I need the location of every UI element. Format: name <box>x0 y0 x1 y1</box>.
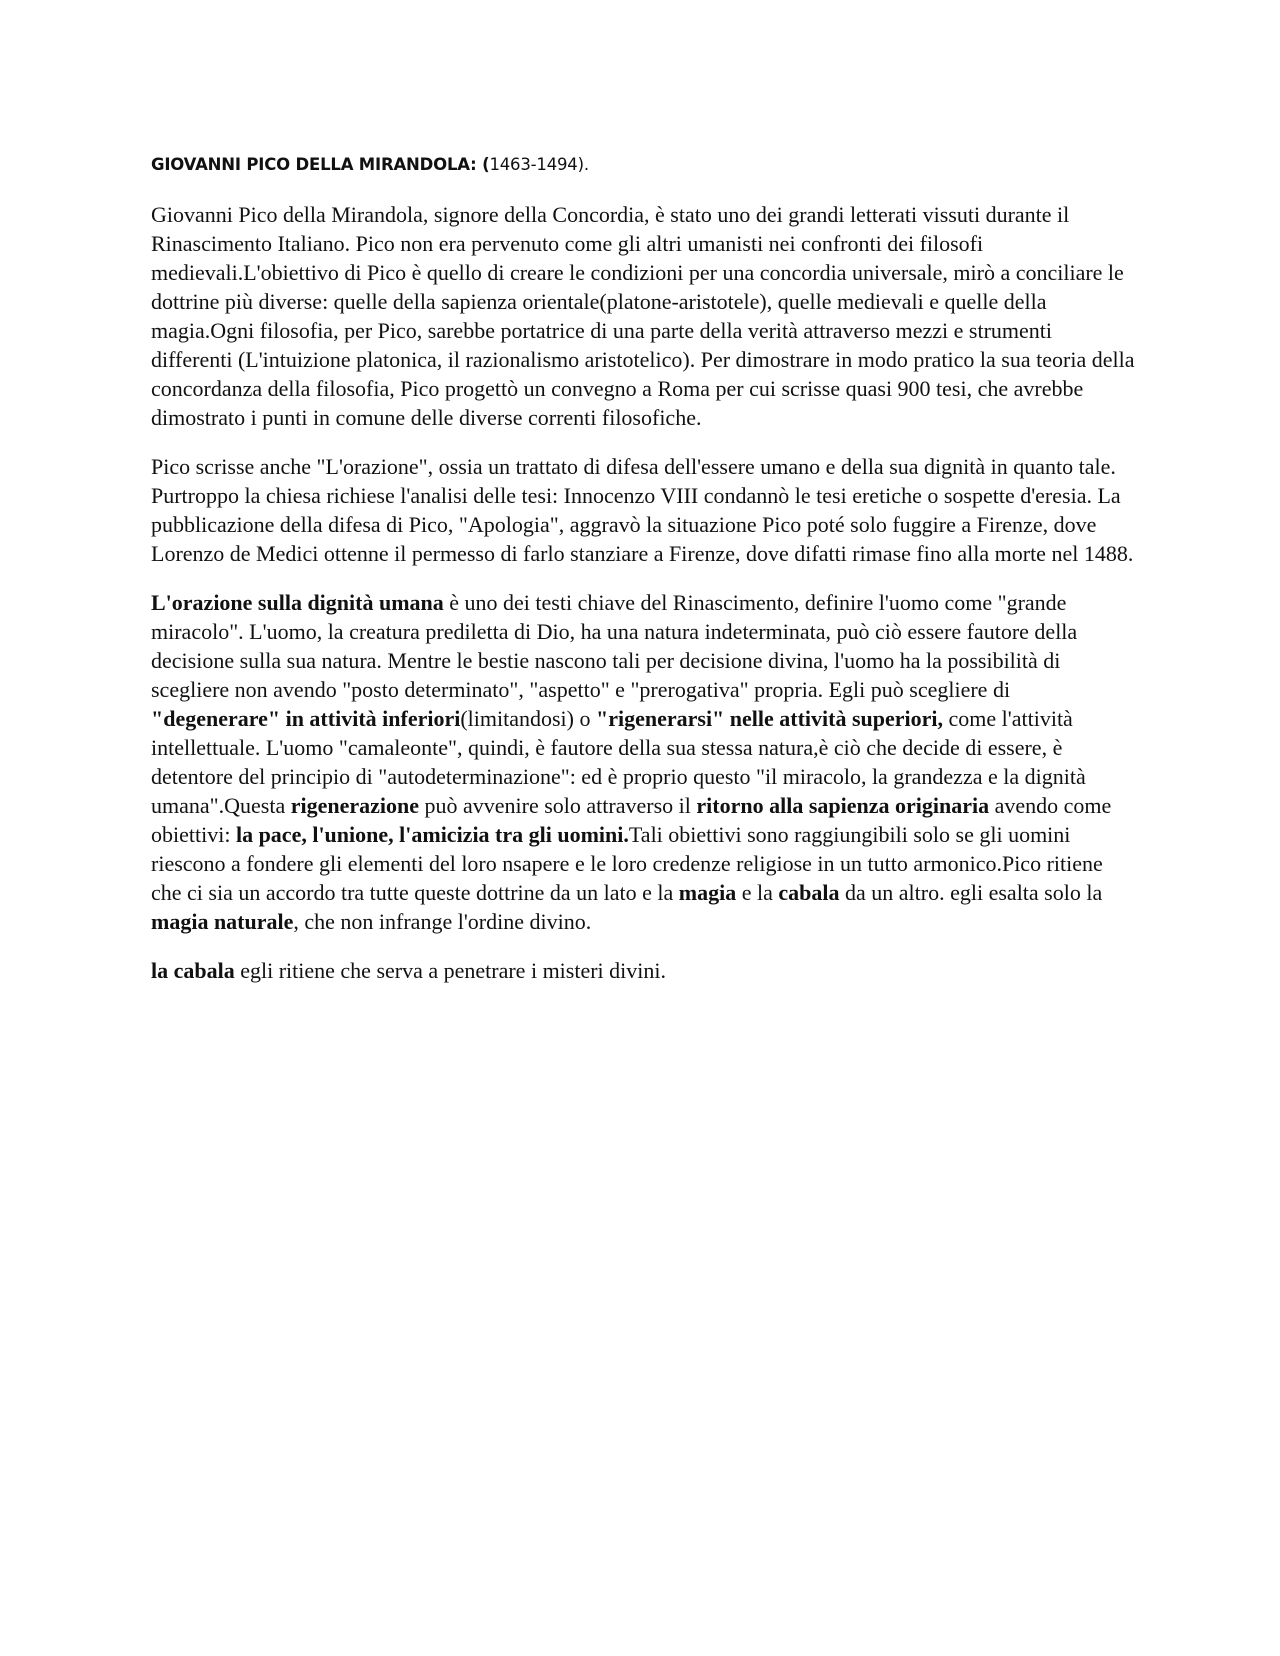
bold-text: ritorno alla sapienza originaria <box>696 793 990 818</box>
bold-text: magia <box>678 880 737 905</box>
text-run: Giovanni Pico della Mirandola, signore della Concordia, è stato uno dei grandi letterati vissuti durante il Rinascimento Italiano. Pico non era pervenuto come gli altri umanisti nei confronti dei filosofi medievali.L'obiettivo di Pico è quello di creare le condizioni per una concordia universale, mirò a conciliare le dottrine più diverse: quelle della sapienza orientale(platone-aristotele), quelle medievali e quelle della magia.Ogni filosofia, per Pico, sarebbe portatrice di una parte della verità attraverso mezzi e strumenti differenti (L'intuizione platonica, il razionalismo aristotelico). Per dimostrare in modo pratico la sua teoria della concordanza della filosofia, Pico progettò un convegno a Roma per cui scrisse quasi 900 tesi, che avrebbe dimostrato i punti in comune delle diverse correnti filosofiche. <box>151 202 1135 430</box>
text-run: può avvenire solo attraverso il <box>419 793 697 818</box>
bold-text: L'orazione sulla dignità umana <box>151 590 444 615</box>
bold-text: "rigenerarsi" nelle attività superiori, <box>596 706 944 731</box>
text-run: (limitandosi) o <box>460 706 596 731</box>
bold-text: "degenerare" in attività inferiori <box>151 706 461 731</box>
text-run: avendo come obiettivi: <box>151 793 1112 847</box>
title-dates: 1463-1494). <box>489 155 589 174</box>
paragraph-cabala <box>151 956 1136 985</box>
paragraphs <box>151 200 1136 985</box>
bold-text: magia naturale <box>151 909 294 934</box>
bold-text: cabala <box>778 880 840 905</box>
bold-text: la pace, l'unione, l'amicizia tra gli uomini. <box>235 822 629 847</box>
text-run: Pico scrisse anche "L'orazione", ossia un trattato di difesa dell'essere umano e della sua dignità in quanto tale. Purtroppo la chiesa richiese l'analisi delle tesi: Innocenzo VIII condannò le tesi eretiche o sospette d'eresia. La pubblicazione della difesa di Pico, "Apologia", aggravò la situazione Pico poté solo fuggire a Firenze, dove Lorenzo de Medici ottenne il permesso di farlo stanziare a Firenze, dove difatti rimase fino alla morte nel 1488. <box>151 454 1134 566</box>
text-run: , che non infrange l'ordine divino. <box>293 909 592 934</box>
document-body <box>151 150 1136 1005</box>
text-run: e la <box>736 880 779 905</box>
text-run: come l'attività intellettuale. L'uomo "camaleonte", quindi, è fautore della sua stessa natura,è ciò che decide di essere, è detentore del principio di "autodeterminazione": ed è proprio questo "il miracolo, la grandezza e la dignità umana".Questa <box>151 706 1086 818</box>
text-run: Tali obiettivi sono raggiungibili solo se gli uomini riescono a fondere gli elementi del loro nsapere e le loro credenze religiose in un tutto armonico.Pico ritiene che ci sia un accordo tra tutte queste dottrine da un lato e la <box>151 822 1103 905</box>
bold-text: la cabala <box>151 958 235 983</box>
text-run: da un altro. egli esalta solo la <box>839 880 1103 905</box>
paragraph-orazione-history <box>151 452 1136 568</box>
paragraph-intro <box>151 200 1136 432</box>
title-heading: GIOVANNI PICO DELLA MIRANDOLA: ( <box>151 155 490 174</box>
text-run: è uno dei testi chiave del Rinascimento, definire l'uomo come "grande miracolo". L'uomo, la creatura prediletta di Dio, ha una natura indeterminata, può ciò essere fautore della decisione sulla sua natura. Mentre le bestie nascono tali per decisione divina, l'uomo ha la possibilità di scegliere non avendo "posto determinato", "aspetto" e "prerogativa" propria. Egli può scegliere di <box>151 590 1078 702</box>
text-run: egli ritiene che serva a penetrare i misteri divini. <box>234 958 667 983</box>
paragraph-dignita <box>151 588 1136 936</box>
bold-text: rigenerazione <box>290 793 420 818</box>
document-title <box>151 150 1136 180</box>
